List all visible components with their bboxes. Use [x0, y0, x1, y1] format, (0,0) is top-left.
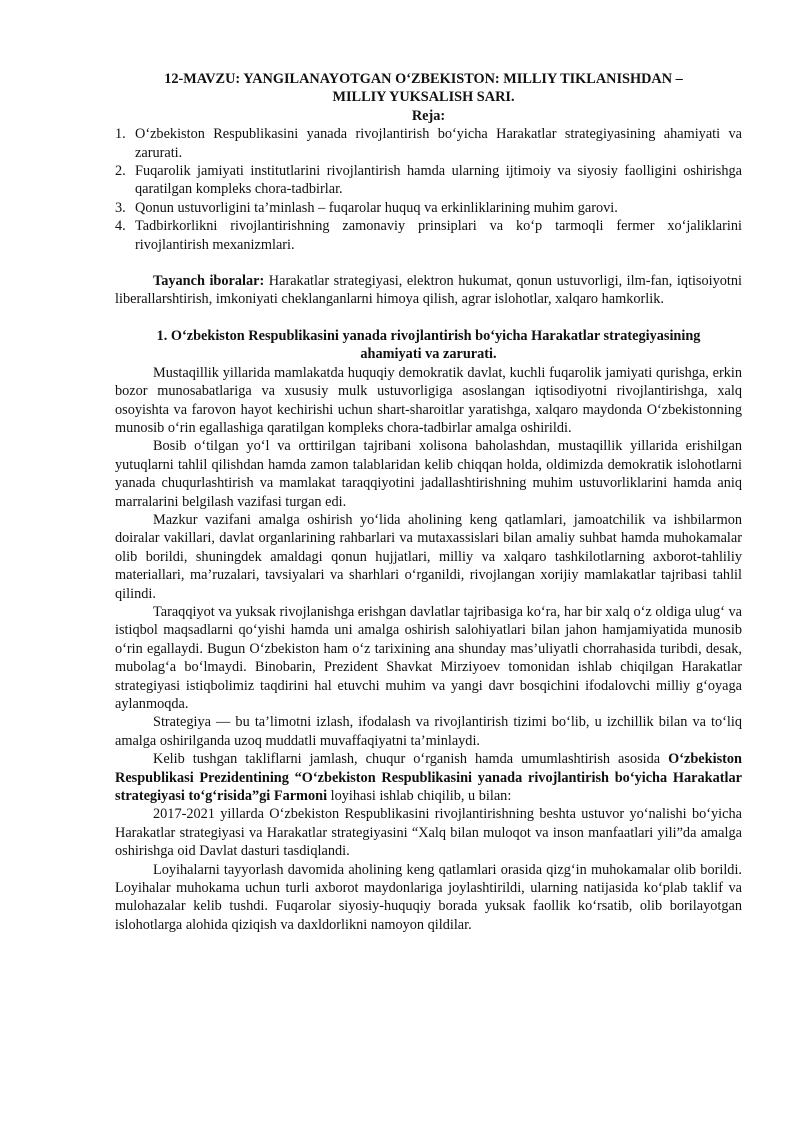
section-heading: 1. O‘zbekiston Respublikasini yanada rivojlantirish bo‘yicha Harakatlar strategiyasining ahamiyati va zarurati. [156, 327, 701, 363]
keywords-label: Tayanch iboralar: [153, 273, 265, 290]
plan-item-number: 2. [115, 163, 126, 180]
body-paragraph: 2017-2021 yillarda O‘zbekiston Respublikasini rivojlantirishning beshta ustuvor yo‘nalishi bo‘yicha Harakatlar strategiyasi va Harakatlar strategiyasini “Xalq bilan muloqot va inson manfaatlari yili”da amalga oshirishga oid Davlat dasturi tasdiqlandi. [115, 806, 742, 860]
farmon-title: O‘zbekiston Respublikasi Prezidentining “O‘zbekiston Respublikasini yanada rivojlantirish bo‘yicha Harakatlar strategiyasi to‘g‘risida”gi Farmoni [115, 751, 742, 805]
body-paragraph: Mazkur vazifani amalga oshirish yo‘lida aholining keng qatlamlari, jamoatchilik va ishbilarmon doiralar vakillari, davlat organlarining rahbarlari va mutaxassislari bilan amaliy suhbat hamda muhokamalar olib borildi, shuningdek amaldagi qonun hujjatlari, milliy va xalqaro tashkilotlarning axborot-tahliliy materiallari, ma’ruzalari, tavsiyalari va sharhlari o‘rganildi, rivojlangan xorijiy mamlakatlar tajribasi tahlil qilindi. [115, 511, 742, 602]
farmon-post-text: loyihasi ishlab chiqilib, u bilan: [327, 788, 512, 805]
plan-item-text: Qonun ustuvorligini ta’minlash – fuqarolar huquq va erkinliklarining muhim garovi. [135, 199, 618, 216]
title-line-2: MILLIY YUKSALISH SARI. [332, 89, 515, 106]
plan-heading: Reja: [411, 107, 446, 124]
plan-item [115, 125, 742, 162]
body-paragraph: Loyihalarni tayyorlash davomida aholining keng qatlamlari orasida qizg‘in muhokamalar olib borildi. Loyihalar muhokama uchun turli axborot maydonlariga joylashtirildi, ularning natijasida ko‘plab taklif va mulohazalar kelib tushdi. Fuqarolar siyosiy-huquqiy borada yuksak faollik ko‘rsatib, olib borilayotgan islohotlarga alohida qiziqish va daxldorlikni namoyon qildilar. [115, 861, 742, 933]
body-paragraph: Bosib o‘tilgan yo‘l va orttirilgan tajribani xolisona baholashdan, mustaqillik yillarida erishilgan yutuqlarni tahlil qilishdan hamda zamon talablaridan kelib chiqqan holda, oldimizda demokratik islohotlarni yanada chuqurlashtirish va mamlakat taraqqiyotini jadallashtirishning muhim ustuvorliklarini hamda aniq marralarini belgilash vazifasi turgan edi. [115, 438, 742, 510]
plan-item-number: 4. [115, 218, 126, 235]
plan-item-number: 3. [115, 199, 126, 216]
plan-item [115, 199, 742, 217]
keywords-paragraph [115, 272, 742, 309]
body-paragraph: Taraqqiyot va yuksak rivojlanishga erishgan davlatlar tajribasiga ko‘ra, har bir xalq o‘z oldiga ulug‘ va istiqbol maqsadlarni qo‘yishi hamda uni amalga oshirish salohiyatlari bilan jahon hamjamiyatida munosib o‘rin egallaydi. Bugun O‘zbekiston ham o‘z tarixining ana shunday mas’uliyatli chorrahasida turibdi, desak, mubolag‘a bo‘lmaydi. Binobarin, Prezident Shavkat Mirziyoev tomonidan ishlab chiqilgan Harakatlar strategiyasi istiqbolimiz taqdirini hal etuvchi muhim va yangi davr bosqichini ifodalovchi milliy g‘oyaga aylanmoqda. [115, 603, 742, 712]
plan-item-text: Fuqarolik jamiyati institutlarini rivojlantirish hamda ularning ijtimoiy va siyosiy faolligini oshirishga qaratilgan kompleks chora-tadbirlar. [135, 163, 742, 198]
plan-item-number: 1. [115, 126, 126, 143]
farmon-paragraph [115, 750, 742, 805]
body-paragraph: Strategiya — bu ta’limotni izlash, ifodalash va rivojlantirish tizimi bo‘lib, u izchillik bilan va to‘liq amalga oshirilganda uzoq muddatli muvaffaqiyatni ta’minlaydi. [115, 714, 742, 749]
plan-item [115, 217, 742, 254]
body-paragraph: Mustaqillik yillarida mamlakatda huquqiy demokratik davlat, kuchli fuqarolik jamiyati qurishga, erkin bozor munosabatlariga va xususiy mulk ustuvorligiga asoslangan iqtisodiyotni rivojlantirishga, xalq osoyishta va farovon hayot kechirishi uchun shart-sharoitlar yaratishga, xalqaro maydonda O‘zbekistonning munosib o‘rin egallashiga qaratilgan kompleks chora-tadbirlar amalga oshirildi. [115, 364, 742, 436]
farmon-pre-text: Kelib tushgan takliflarni jamlash, chuqur o‘rganish hamda umumlashtirish asosida [153, 751, 669, 768]
title-line-1: 12-MAVZU: YANGILANAYOTGAN O‘ZBEKISTON: MILLIY TIKLANISHDAN – [164, 71, 683, 87]
plan-item-text: O‘zbekiston Respublikasini yanada rivojlantirish bo‘yicha Harakatlar strategiyasining ahamiyati va zarurati. [135, 126, 742, 161]
document-title [115, 70, 732, 107]
plan-list [115, 125, 742, 254]
plan-item-text: Tadbirkorlikni rivojlantirishning zamonaviy prinsiplari va ko‘p tarmoqli fermer xo‘jaliklarini rivojlantirish mexanizmlari. [135, 218, 742, 253]
plan-item [115, 162, 742, 199]
keywords-text: Harakatlar strategiyasi, elektron hukumat, qonun ustuvorligi, ilm-fan, iqtisoiyotni liberallarshtirish, imkoniyati cheklanganlarni himoya qilish, agrar islohotlar, xalqaro hamkorlik. [115, 273, 742, 308]
